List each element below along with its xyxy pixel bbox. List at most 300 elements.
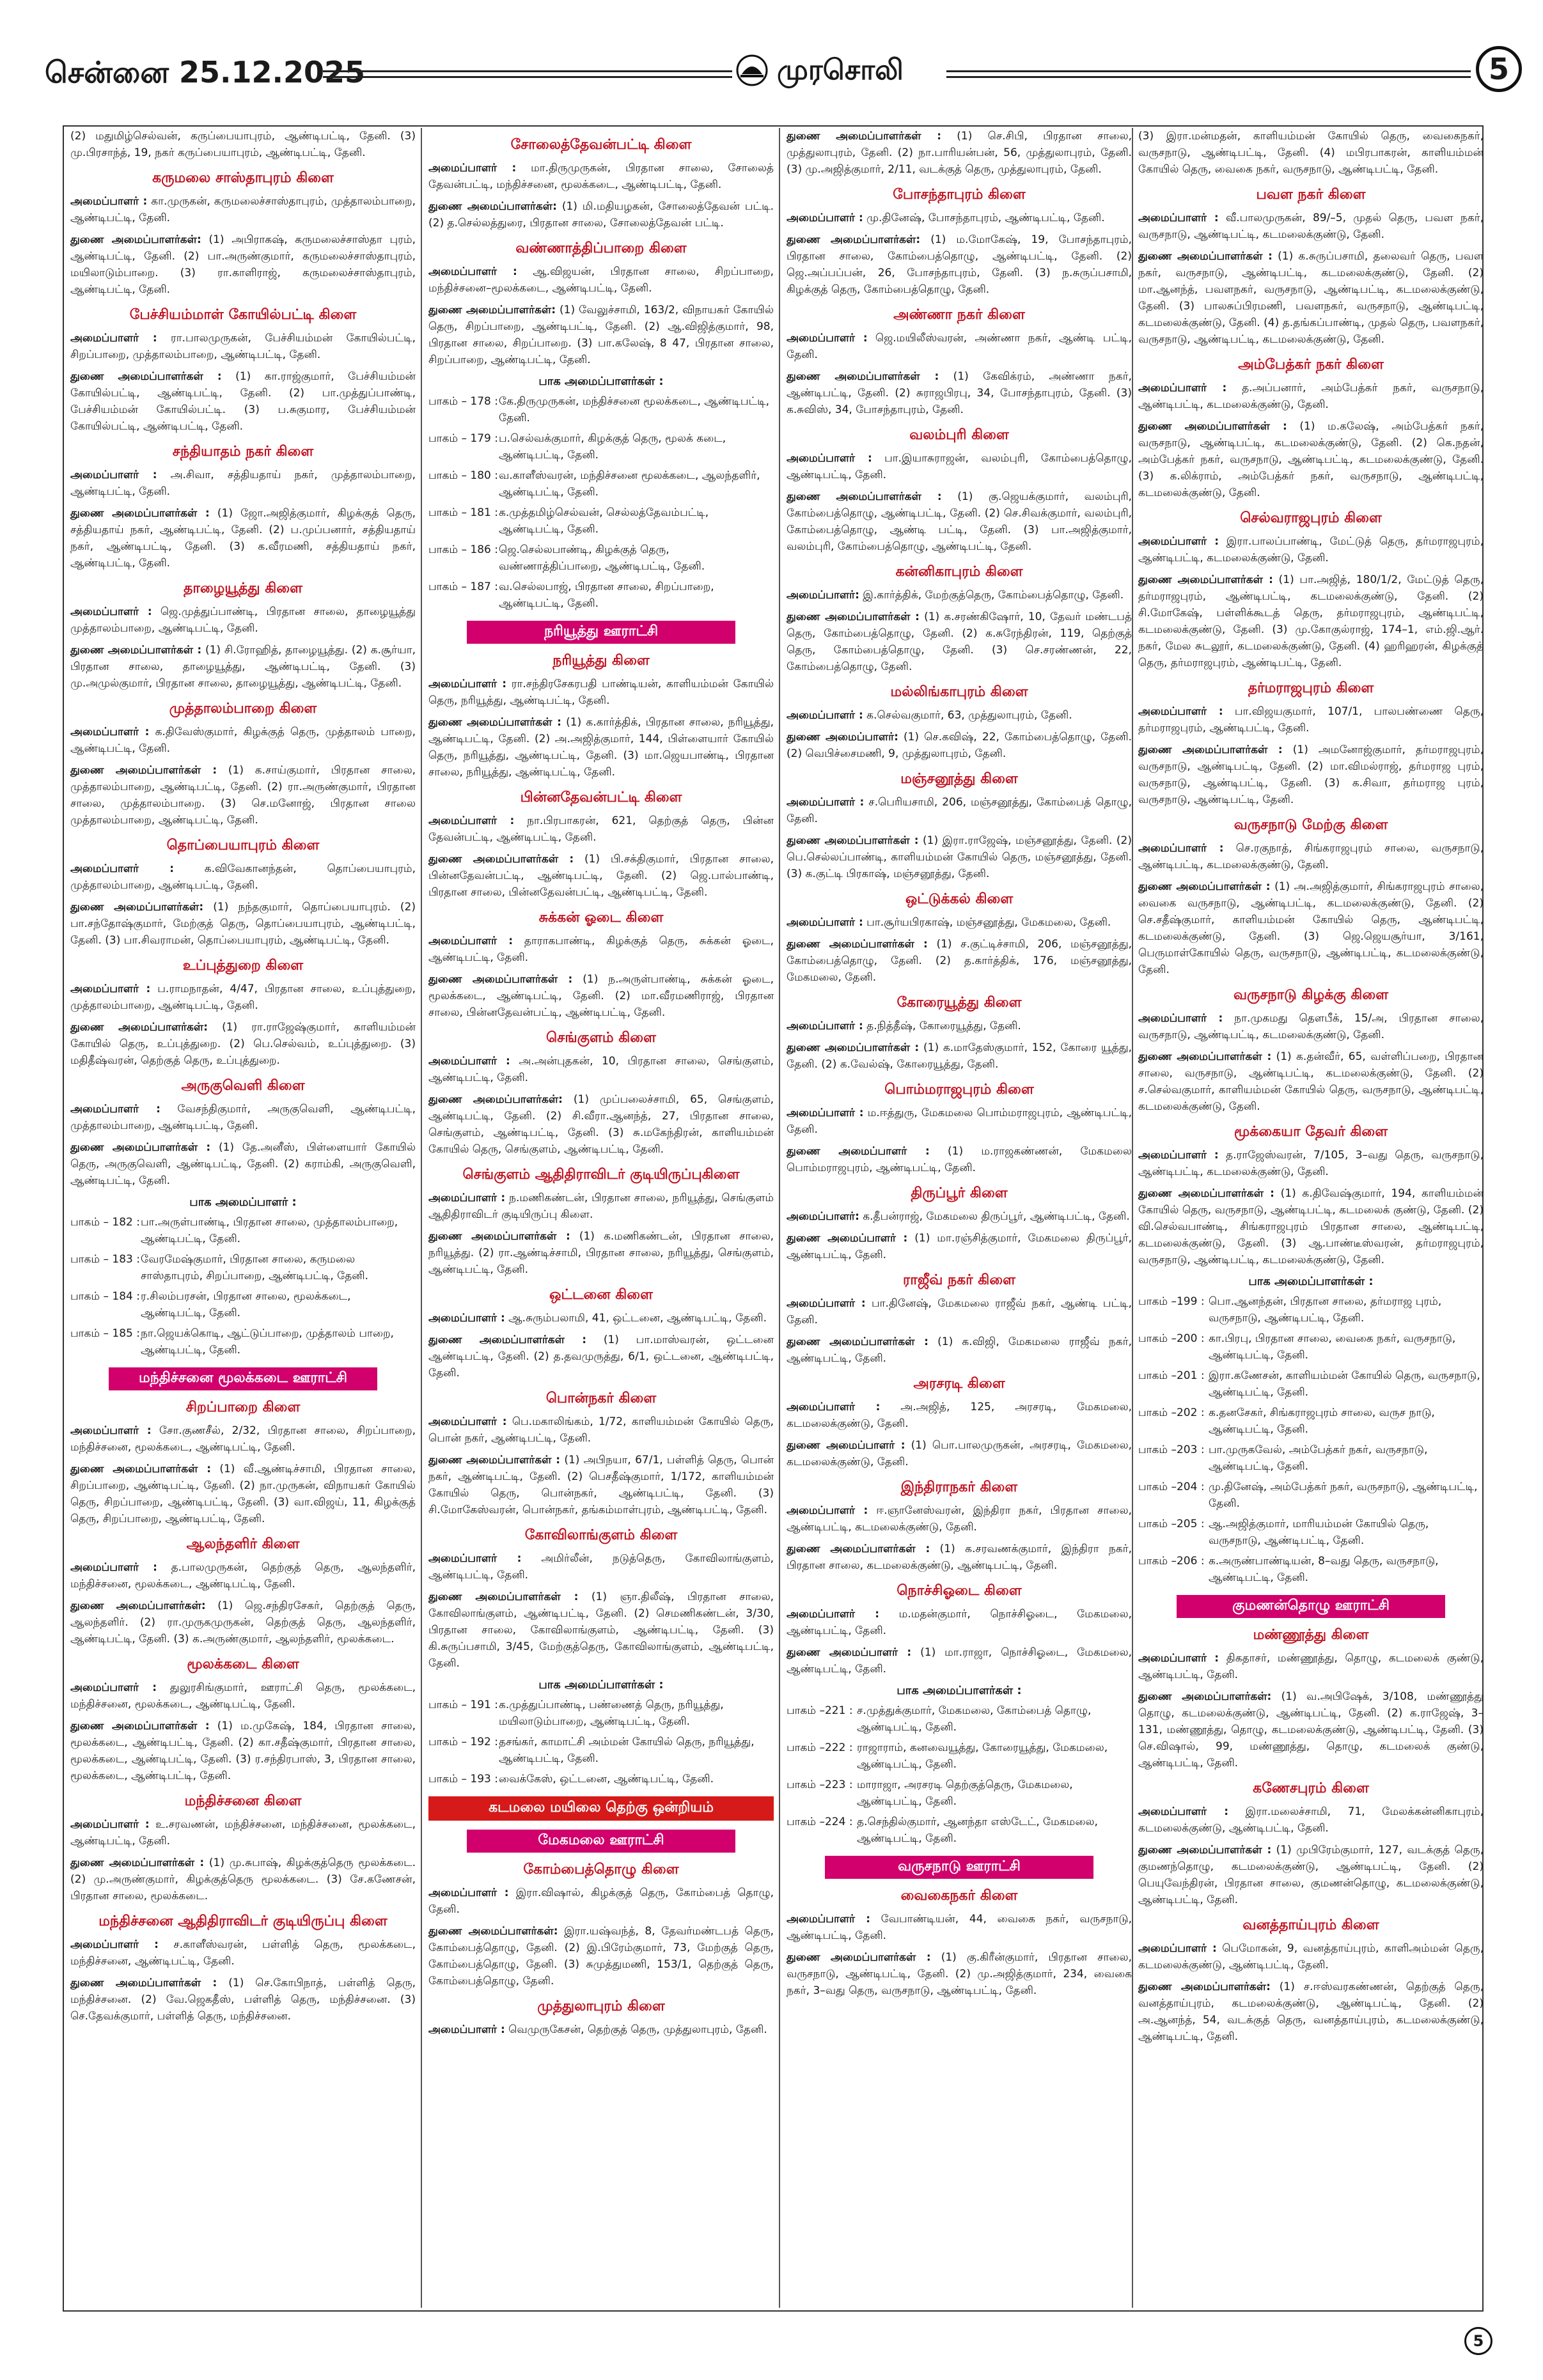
organiser-details: இரா.பாலப்பாண்டி, மேட்டுத் தெரு, தர்மராஜபுரம், ஆண்டிபட்டி, கடமலைக்குண்டு, தேனி. (1138, 535, 1484, 564)
booth-entry (428, 430, 774, 463)
organiser-paragraph (70, 1559, 416, 1592)
booth-number: பாகம் – 178 : (428, 395, 498, 408)
booth-organiser: நா.ஜெயக்கொடி, ஆட்டுப்பாறை, முத்தாலம் பாறை, ஆண்டிபட்டி, தேனி. (141, 1327, 394, 1357)
booth-number: பாகம் –202 : (1138, 1406, 1205, 1419)
organiser-details: பெமோகன், 9, வனத்தாய்புரம், காளிஅம்மன் தெரு, கடமலைக்குண்டு, ஆண்டிபட்டி, தேனி. (1138, 1942, 1484, 1972)
role-label: துணை அமைப்பாளர்கள் : (70, 1977, 217, 1989)
booth-entry (787, 1814, 1132, 1847)
booth-number: பாகம் –221 : (787, 1704, 853, 1717)
booth-entry (428, 1697, 774, 1730)
organiser-details: பா.இயாசுராஜன், வலம்புரி, கோம்பைத்தொழு, ஆண்டிபட்டி, தேனி. (787, 452, 1132, 481)
role-label: துணை அமைப்பாளர்கள் : (1138, 1050, 1272, 1063)
booth-number: பாகம் –206 : (1138, 1555, 1205, 1567)
organiser-paragraph (1138, 1940, 1484, 1973)
organiser-details: சோ.குணசீல், 2/32, பிரதான சாலை, சிறப்பாறை, மந்திச்சனை, மூலக்கடை, ஆண்டிபட்டி, தேனி. (70, 1424, 416, 1454)
panchayat-banner: குமணன்தொழு ஊராட்சி (1177, 1595, 1445, 1618)
organiser-paragraph (787, 729, 1132, 762)
booth-organiser: ச.முத்துக்குமார், மேகமலை, கோம்பைத் தொழு, ஆண்டிபட்டி, தேனி. (857, 1704, 1092, 1734)
organiser-paragraph (70, 642, 416, 692)
branch-heading: மண்ணூத்து கிளை (1253, 1627, 1369, 1643)
branch-heading: உப்புத்துறை கிளை (182, 958, 304, 974)
branch-heading: அருகுவெளி கிளை (181, 1078, 305, 1094)
organiser-details: ந.மணிகண்டன், பிரதான சாலை, நரியூத்து, செங்குளம் ஆதிதிராவிடர் குடியிருப்பு கிளை. (428, 1192, 774, 1221)
role-label: துணை அமைப்பாளர்கள் : (70, 1463, 212, 1475)
booth-entry (428, 467, 774, 501)
role-label: அமைப்பாளர் : (428, 1192, 506, 1204)
booth-entry (1138, 1442, 1484, 1475)
role-label: துணை அமைப்பாளர் : (787, 1232, 908, 1245)
organiser-paragraph (70, 1855, 416, 1904)
organiser-details: ஜெ.மயிலீஸ்வரன், அண்ணா நகர், ஆண்டி பட்டி, தேனி. (787, 332, 1132, 361)
role-label: துணை அமைப்பாளர்கள் : (70, 370, 222, 383)
booth-entry (70, 1288, 416, 1321)
branch-heading: தர்மராஜபுரம் கிளை (1248, 680, 1374, 696)
role-label: துணை அமைப்பாளர்கள் : (1138, 420, 1287, 433)
organiser-paragraph (787, 609, 1132, 675)
role-label: துணை அமைப்பாளர் : (787, 1145, 930, 1158)
organiser-paragraph (70, 128, 416, 161)
booth-organiser: க.தனசேகர், சிங்கராஜபுரம் சாலை, வருச நாடு, ஆண்டிபட்டி, தேனி. (1209, 1406, 1435, 1436)
role-label: துணை அமைப்பாளர்கள் : (428, 1230, 570, 1243)
organiser-paragraph (70, 1936, 416, 1970)
role-label: துணை அமைப்பாளர்கள் : (428, 1591, 579, 1603)
organiser-details: ம.மதன்குமார், நொச்சிஓடை, மேகமலை, ஆண்டிபட்டி, தேனி. (787, 1608, 1132, 1637)
role-label: துணை அமைப்பாளர்கள்: (1138, 1980, 1271, 1993)
organiser-paragraph (428, 1310, 774, 1326)
role-label: அமைப்பாளர் : (1138, 212, 1219, 224)
organiser-paragraph (787, 1644, 1132, 1677)
organiser-paragraph (70, 981, 416, 1014)
role-label: அமைப்பாளர் : (428, 935, 513, 947)
booth-number: பாகம் – 179 : (428, 432, 498, 445)
booth-number: பாகம் –204 : (1138, 1481, 1205, 1493)
organiser-details: (1) க.சரண்கிஷோர், 10, தேவர் மண்டபத் தெரு, கோம்பைத்தொழு, தேனி. (2) க.சுரேந்திரன், 119, தெற்குத் தெரு, கோம்பைத்தொழு, தேனி. (3) செ.சரண்ணன், 22, கோம்பைத்தொழு, தேனி. (787, 611, 1132, 673)
organiser-details: (1) வீ.ஆண்டிச்சாமி, பிரதான சாலை, சிறப்பாறை, ஆண்டிபட்டி, தேனி. (2) நா.முருகன், விநாயகர் கோயில் தெரு, சிறப்பாறை, ஆண்டிபட்டி, தேனி. (3) வா.விஜய், 11, கிழக்குத் தெரு, சிறப்பாறை, ஆண்டிபட்டி, தேனி. (70, 1463, 416, 1525)
organiser-details: (1) க.கார்த்திக், பிரதான சாலை, நரியூத்து, ஆண்டிபட்டி, தேனி. (2) அ.அஜித்குமார், 144, பிள்ளையார் கோயில் தெரு, நரியூத்து, ஆண்டிபட்டி, தேனி. (3) மா.ஜெயபாண்டி, பிரதான சாலை, நரியூத்து, ஆண்டிபட்டி, தேனி. (428, 716, 774, 779)
booth-organisers-heading: பாக அமைப்பாளர்கள் : (538, 375, 664, 388)
booth-number: பாகம் – 187 : (428, 580, 498, 593)
organiser-paragraph (787, 1039, 1132, 1073)
organiser-details: (1) க.விஜி, மேகமலை ராஜீவ் நகர், ஆண்டிபட்டி, தேனி. (787, 1335, 1132, 1365)
branch-heading: நொச்சிஓடை கிளை (897, 1583, 1022, 1599)
organiser-paragraph (428, 1053, 774, 1086)
role-label: அமைப்பாளர் : (787, 1504, 868, 1517)
organiser-paragraph (70, 1679, 416, 1713)
branch-heading: மஞ்சனூத்து கிளை (900, 771, 1018, 787)
booth-number: பாகம் –203 : (1138, 1443, 1205, 1456)
organiser-details: ரா.சந்திரசேகரபதி பாண்டியன், காளியம்மன் கோயில் தெரு, நரியூத்து, ஆண்டிபட்டி, தேனி. (428, 678, 774, 707)
organiser-paragraph (1138, 703, 1484, 736)
role-label: அமைப்பாளர் : (428, 1055, 510, 1068)
organiser-paragraph (1138, 1688, 1484, 1771)
role-label: அமைப்பாளர் : (428, 265, 517, 278)
role-label: அமைப்பாளர் : (428, 162, 517, 175)
organiser-details: இரா.விஷால், கிழக்குத் தெரு, கோம்பைத் தொழு, தேனி. (428, 1886, 774, 1916)
booth-entry (1138, 1367, 1484, 1401)
organiser-paragraph (70, 860, 416, 894)
organiser-details: திகதாசர், மண்ணூத்து, தொழு, கடமலைக் குண்டு, ஆண்டிபட்டி, தேனி. (1138, 1652, 1484, 1681)
role-label: அமைப்பாளர் : (787, 1297, 866, 1310)
organiser-details: (1) கேவிக்ரம், அண்ணா நகர், ஆண்டிபட்டி, தேனி. (2) சுராஜபிரபு, 34, போசந்தாபுரம், தேனி. (3) க.சுவிஸ், 34, போசந்தாபுரம், தேனி. (787, 370, 1132, 416)
booth-number: பாகம் – 182 : (70, 1216, 140, 1229)
booth-number: பாகம் – 185 : (70, 1327, 140, 1340)
organiser-paragraph (787, 1334, 1132, 1367)
panchayat-banner: நரியூத்து ஊராட்சி (467, 621, 735, 644)
organiser-paragraph (787, 1911, 1132, 1944)
organiser-paragraph (1138, 878, 1484, 978)
role-label: அமைப்பாளர் : (1138, 1805, 1229, 1818)
role-label: துணை அமைப்பாளர்கள் : (787, 1543, 930, 1555)
organiser-paragraph (787, 210, 1132, 226)
role-label: அமைப்பாளர் : (787, 1913, 871, 1925)
organiser-details: (1) அபிநயா, 67/1, பள்ளித் தெரு, பொன் நகர், ஆண்டிபட்டி, தேனி. (2) பெசதீஷ்குமார், 1/172, காளியம்மன் கோயில் தெரு, பொன்நகர், ஆண்டிபட்டி, தேனி. (3) சி.மோகேஸ்வரன், பொன்நகர், தங்கம்மாள்புரம், ஆண்டிபட்டி, தேனி. (428, 1454, 774, 1516)
role-label: துணை அமைப்பாளர்கள் : (787, 130, 942, 143)
organiser-paragraph (70, 1816, 416, 1849)
booth-entry (1138, 1479, 1484, 1512)
page-number-badge: 5 (1476, 46, 1522, 92)
organiser-paragraph (70, 1139, 416, 1189)
organiser-details: (1) மா.ரஞ்சித்குமார், மேகமலை திருப்பூர், ஆண்டிபட்டி, தேனி. (787, 1232, 1132, 1261)
organiser-details: (1) பொ.பாலமுருகன், அரசரடி, மேகமலை, கடமலைக்குண்டு, தேனி. (787, 1439, 1132, 1468)
role-label: அமைப்பாளர் : (428, 1552, 522, 1565)
branch-heading: பொம்மராஜபுரம் கிளை (884, 1082, 1034, 1098)
organiser-paragraph (428, 676, 774, 709)
organiser-details: (1) கு.கிரீன்குமார், பிரதான சாலை, வருசநாடு, ஆண்டிபட்டி, தேனி. (2) மு.அஜித்குமார், 234, வைகை நகர், 3–வது தெரு, வருசநாடு, ஆண்டிபட்டி, தேனி. (787, 1951, 1132, 1997)
organiser-details: (1) ம.மோகேஷ், 19, போசந்தாபுரம், பிரதான சாலை, கோம்பைத்தொழு, ஆண்டிபட்டி, தேனி. (2) ஜெ.அப்பப்பன், 26, போசந்தாபுரம், தேனி. (3) ந.சுருப்பசாமி, கிழக்குத் தெரு, கோம்பைத்தொழு, தேனி. (787, 233, 1132, 296)
booth-organiser: ஜெ.செல்லபாண்டி, கிழக்குத் தெரு, வண்ணாத்திப்பாறை, ஆண்டிபட்டி, தேனி. (499, 543, 705, 573)
organiser-details: (1) க.சுருப்பசாமி, தலைவர் தெரு, பவள நகர், வருசநாடு, ஆண்டிபட்டி, கடமலைக்குண்டு, தேனி. (2) மா.ஆனந்த், பவளநகர், வருசநாடு, ஆண்டிபட்டி, கடமலைக்குண்டு, தேனி. (3) பாலசுப்பிரமணி, பவளநகர், வருசநாடு, ஆண்டிபட்டி, கடமலைக்குண்டு, தேனி. (4) த.தங்கப்பாண்டி, முதல் தெரு, பவளநகர், வருசநாடு, ஆண்டிபட்டி, கடமலைக்குண்டு, தேனி. (1138, 250, 1484, 346)
organiser-paragraph (70, 1598, 416, 1647)
organiser-details: கா.முருகன், கருமலைச்சாஸ்தாபுரம், முத்தாலம்பாறை, ஆண்டிபட்டி, தேனி. (70, 195, 416, 224)
branch-heading: பேச்சியம்மாள் கோயில்பட்டி கிளை (129, 307, 357, 323)
organiser-paragraph (428, 1589, 774, 1672)
role-label: அமைப்பாளர் : (70, 1424, 152, 1437)
branch-heading: சோலைத்தேவன்பட்டி கிளை (510, 137, 692, 153)
role-label: அமைப்பாளர் : (1138, 382, 1227, 394)
booth-organiser: கா.பிரபு, பிரதான சாலை, வைகை நகர், வருசநாடு, ஆண்டிபட்டி, தேனி. (1209, 1332, 1456, 1362)
organiser-details: ச.பெரியசாமி, 206, மஞ்சனூத்து, கோம்பைத் தொழு, தேனி. (787, 796, 1132, 825)
organiser-details: வேசந்திகுமார், அருகுவெளி, ஆண்டிபட்டி, முத்தாலம்பாறை, ஆண்டிபட்டி, தேனி. (70, 1103, 416, 1132)
role-label: துணை அமைப்பாளர்கள் : (428, 853, 574, 866)
organiser-paragraph (787, 1018, 1132, 1034)
organiser-paragraph (428, 263, 774, 297)
organiser-details: (1) செ.கவிஷ், 22, கோம்பைத்தொழு, தேனி. (2) வெபிச்சைமணி, 9, முத்துலாபுரம், தேனி. (787, 731, 1132, 760)
organiser-details: வெமுருகேசன், தெற்குத் தெரு, முத்துலாபுரம், தேனி. (505, 2023, 767, 2036)
organiser-paragraph (787, 1208, 1132, 1225)
role-label: துணை அமைப்பாளர்கள் : (70, 1720, 210, 1732)
edition-date: சென்னை 25.12.2025 (45, 55, 366, 89)
organiser-paragraph (787, 128, 1132, 178)
organiser-details: (1) ச.குட்டிச்சாமி, 206, மஞ்சனூத்து, கோம்பைத்தொழு, தேனி. (2) த.கார்த்திக், 176, மஞ்சனூத்து, மேகமலை, தேனி. (787, 938, 1132, 984)
role-label: அமைப்பாளர் : (1138, 1012, 1223, 1025)
masthead (32, 42, 1511, 106)
role-label: அமைப்பாளர் : (787, 212, 863, 224)
role-label: அமைப்பாளர் : (428, 678, 507, 690)
organiser-details: (1) இரா.ராஜேஷ், மஞ்சனூத்து, தேனி. (2) பெ.செல்லப்பாண்டி, காளியம்மன் கோயில் தெரு, மஞ்சனூத்து, தேனி. (3) க.குட்டி பிரகாஷ், மஞ்சனூத்து, தேனி. (787, 834, 1132, 880)
booth-organiser: பா.முருகவேல், அம்பேத்கர் நகர், வருசநாடு, ஆண்டிபட்டி, தேனி. (1209, 1443, 1428, 1473)
organiser-paragraph (1138, 380, 1484, 413)
organiser-paragraph (787, 914, 1132, 931)
role-label: துணை அமைப்பாளர்கள் : (1138, 573, 1273, 586)
organiser-paragraph (428, 1452, 774, 1518)
organiser-details: (1) பா.அஜித், 180/1/2, மேட்டுத் தெரு, தர்மராஜபுரம், ஆண்டிபட்டி, கடமலைக்குண்டு, தேனி. (2) சி.மோகேஷ், பள்ளிக்கூடத் தெரு, தர்மராஜபுரம், ஆண்டிபட்டி, கடமலைக்குண்டு, தேனி. (3) மு.கோகுல்ராஜ், 174–1, எம்.ஜி.ஆர். நகர், மேல சுடலூர், கடமலைக்குண்டு, தேனி. (4) ஹரிஹரன், கிழக்குத் தெரு, தர்மராஜபுரம், ஆண்டிபட்டி, தேனி. (1138, 573, 1484, 669)
organiser-details: (3) இரா.மன்மதன், காளியம்மன் கோயில் தெரு, வைகைநகர், வருசநாடு, ஆண்டிபட்டி, தேனி. (4) மபிரபாகரன், காளியம்மன் கோயில் தெரு, வைகை நகர், வருசநாடு, ஆண்டிபட்டி, தேனி. (1138, 130, 1484, 176)
organiser-paragraph (428, 971, 774, 1021)
organiser-paragraph (70, 467, 416, 500)
role-label: அமைப்பாளர் : (70, 983, 151, 995)
organiser-details: மு.தினேஷ், போசந்தாபுரம், ஆண்டிபட்டி, தேனி. (863, 212, 1105, 224)
organiser-paragraph (787, 1606, 1132, 1639)
organiser-details: ம.ஈத்துரு, மேகமலை பொம்மராஜபுரம், ஆண்டிபட்டி, தேனி. (787, 1107, 1132, 1136)
organiser-details: (1) ச.ஈஸ்வரகண்ணன், தெற்குத் தெரு, வனத்தாய்புரம், கடமலைக்குண்டு, ஆண்டிபட்டி, தேனி. (2) அ.ஆனந்த், 54, வடக்குத் தெரு, வனத்தாய்புரம், கடமலைக்குண்டு, ஆண்டிபட்டி, தேனி. (1138, 1980, 1484, 2043)
organiser-details: தாராகபாண்டி, கிழக்குத் தெரு, சுக்கன் ஓடை, ஆண்டிபட்டி, தேனி. (428, 935, 774, 964)
booth-organiser: வைக்கேஸ், ஒட்டனை, ஆண்டிபட்டி, தேனி. (499, 1773, 714, 1785)
organiser-details: நா.முகமது தௌபீக், 15/அ, பிரதான சாலை, வருசநாடு, ஆண்டிபட்டி, கடமலைக்குண்டு, தேனி. (1138, 1012, 1484, 1041)
booth-number: பாகம் –224 : (787, 1816, 853, 1828)
booth-organiser: ஆ.அஜித்குமார், மாரியம்மன் கோயில் தெரு, வருசநாடு, ஆண்டிபட்டி, தேனி. (1209, 1518, 1429, 1547)
booth-entry (1138, 1293, 1484, 1326)
booth-number: பாகம் – 184 : (70, 1290, 140, 1303)
organiser-details: த.நித்தீஷ், கோரையூத்து, தேனி. (863, 1020, 1021, 1032)
organiser-details: உ.சரவணன், மந்திச்சனை, மந்திச்சனை, மூலக்கடை, ஆண்டிபட்டி, தேனி. (70, 1818, 416, 1847)
organiser-details: (1) மி.மதியழகன், சோலைத்தேவன் பட்டி. (2) த.செல்லத்துரை, பிரதான சாலை, சோலைத்தேவன் பட்டி. (428, 200, 774, 229)
organiser-paragraph (1138, 840, 1484, 873)
organiser-paragraph (787, 450, 1132, 483)
booth-organisers-heading: பாக அமைப்பாளர்கள் : (1248, 1275, 1374, 1288)
role-label: துணை அமைப்பாளர்கள்: (70, 1021, 208, 1034)
role-label: துணை அமைப்பாளர்கள்: (428, 200, 557, 213)
organiser-paragraph (70, 368, 416, 435)
organiser-paragraph (428, 2021, 774, 2038)
organiser-paragraph (787, 587, 1132, 603)
branch-heading: ஆலந்தளிர் கிளை (186, 1536, 300, 1552)
organiser-paragraph (428, 1885, 774, 1918)
organiser-details: (1) வேலுச்சாமி, 163/2, விநாயகர் கோயில் தெரு, சிறப்பாறை, ஆண்டிபட்டி, தேனி. (2) ஆ.விஜித்குமார், 98, பிரதான சாலை, சிறப்பாறை. (3) பா.கலேஷ், 8 47, பிரதான சாலை, சிறப்பாறை, ஆண்டிபட்டி, தேனி. (428, 304, 774, 366)
organiser-details: இரா.யஷ்வந்த், 8, தேவர்மண்டபத் தெரு, கோம்பைத்தொழு, தேனி. (2) இ.பிரேம்குமார், 73, மேற்குத் தெரு, கோம்பைத்தொழு, தேனி. (3) சுமுத்துமணி, 153/1, தெற்குத் தெரு, கோம்பைத்தொழு, தேனி. (428, 1925, 774, 1987)
organiser-details: (1) கு.ஜெயக்குமார், வலம்புரி, கோம்பைத்தொழு, ஆண்டிபட்டி, தேனி. (2) செ.சிவக்குமார், வலம்புரி, கோம்பைத்தொழு, ஆண்டி பட்டி, தேனி. (3) பா.அஜித்குமார், வலம்புரி, கோம்பைத்தொழு, ஆண்டிபட்டி, தேனி. (787, 490, 1132, 553)
masthead-rule-right (946, 70, 1471, 78)
branch-heading: நரியூத்து கிளை (552, 653, 650, 669)
booth-organiser: க.முத்தமிழ்செல்வன், செல்லத்தேவம்பட்டி, ஆண்டிபட்டி, தேனி. (499, 506, 709, 536)
organiser-paragraph (1138, 1842, 1484, 1908)
role-label: அமைப்பாளர் : (428, 1415, 507, 1428)
organiser-details: பெ.மகாலிங்கம், 1/72, காளியம்மன் கோயில் தெரு, பொன் நகர், ஆண்டிபட்டி, தேனி. (428, 1415, 774, 1445)
organiser-paragraph (70, 1975, 416, 2025)
organiser-paragraph (1138, 1803, 1484, 1837)
role-label: துணை அமைப்பாளர்கள் : (1138, 880, 1271, 893)
booth-organiser: ர.சிலம்பரசன், பிரதான சாலை, மூலக்கடை, ஆண்டிபட்டி, தேனி. (141, 1290, 351, 1319)
role-label: துணை அமைப்பாளர்கள்: (70, 1599, 206, 1612)
organiser-details: அ.சிவா, சத்தியதாய் நகர், முத்தாலம்பாறை, ஆண்டிபட்டி, தேனி. (70, 469, 416, 498)
organiser-details: வேபாண்டியன், 44, வைகை நகர், வருசநாடு, ஆண்டிபட்டி, தேனி. (787, 1913, 1132, 1942)
organiser-details: பா.தினேஷ், மேகமலை ராஜீவ் நகர், ஆண்டி பட்டி, தேனி. (787, 1297, 1132, 1326)
branch-heading: பொன்நகர் கிளை (545, 1390, 657, 1406)
branch-heading: செங்குளம் கிளை (546, 1030, 656, 1046)
organiser-details: செ.ரகுநாத், சிங்கராஜபுரம் சாலை, வருசநாடு, ஆண்டிபட்டி, கடமலைக்குண்டு, தேனி. (1138, 842, 1484, 871)
organiser-paragraph (70, 193, 416, 226)
organiser-details: (2) மதுமிழ்செல்வன், கருப்பையாபுரம், ஆண்டிபட்டி, தேனி. (3) மு.பிரசாந்த், 19, நகர் கருப்பையாபுரம், ஆண்டிபட்டி, தேனி. (70, 130, 416, 159)
organiser-details: பா.விஜயகுமார், 107/1, பாலபண்ணை தெரு, தர்மராஜபுரம், ஆண்டிபட்டி, தேனி. (1138, 705, 1484, 735)
organiser-details: வீ.பாலமுருகன், 89/–5, முதல் தெரு, பவள நகர், வருசநாடு, ஆண்டிபட்டி, கடமலைக்குண்டு, தேனி. (1138, 212, 1484, 241)
footer-page-number: 5 (1464, 2327, 1492, 2355)
organiser-details: இரா.மலைச்சாமி, 71, மேலக்கன்னிகாபுரம், கடமலைக்குண்டு, ஆண்டிபட்டி, தேனி. (1138, 1805, 1484, 1835)
organiser-paragraph (787, 1949, 1132, 1999)
booth-organiser: தசங்கர், காமாட்சி அம்மன் கோயில் தெரு, நரியூத்து, ஆண்டிபட்டி, தேனி. (499, 1736, 755, 1765)
column-2 (428, 128, 774, 2308)
organiser-paragraph (787, 707, 1132, 724)
column-4 (1138, 128, 1484, 2308)
booth-number: பாகம் –222 : (787, 1741, 853, 1754)
booth-entry (1138, 1330, 1484, 1364)
organiser-details: ரா.பாலமுருகன், பேச்சியம்மன் கோயில்பட்டி, சிறப்பாறை, முத்தாலம்பாறை, ஆண்டிபட்டி, தேனி. (70, 332, 416, 361)
role-label: துணை அமைப்பாளர்கள் : (1138, 1187, 1274, 1200)
role-label: அமைப்பாளர் : (70, 1818, 150, 1831)
role-label: அமைப்பாளர் : (428, 1312, 505, 1325)
organiser-paragraph (428, 813, 774, 846)
masthead-rule-left (323, 70, 732, 78)
organiser-details: (1) வ.அபிஷேக், 3/108, மண்ணூத்து தொழு, கடமலைக்குண்டு, ஆண்டிபட்டி, தேனி. (2) க.ராஜேஷ், 3–131, மண்ணூத்து, தொழு, கடமலைக்குண்டு, ஆண்டிபட்டி, தேனி. (3) செ.விஷால், 99, மண்ணூத்து, தொழு, கடமலைக் குண்டு, ஆண்டிபட்டி, தேனி. (1138, 1690, 1484, 1769)
branch-heading: கோவிலாங்குளம் கிளை (524, 1527, 678, 1543)
organiser-paragraph (1138, 128, 1484, 178)
booth-organisers-heading: பாக அமைப்பாளர் : (189, 1195, 297, 1209)
booth-organisers-heading: பாக அமைப்பாளர்கள் : (538, 1678, 664, 1692)
booth-number: பாகம் –223 : (787, 1778, 853, 1791)
role-label: அமைப்பாளர் : (428, 814, 515, 827)
branch-heading: கோரையூத்து கிளை (897, 995, 1022, 1011)
role-label: துணை அமைப்பாளர்கள் : (787, 834, 919, 847)
booth-entry (787, 1739, 1132, 1773)
organiser-details: (1) தே.அனீஸ், பிள்ளையார் கோயில் தெரு, அருகுவெளி, ஆண்டிபட்டி, தேனி. (2) கராம்கி, அருகுவெளி, ஆண்டிபட்டி, தேனி. (70, 1141, 416, 1187)
booth-organiser: த.செந்தில்குமார், ஆனந்தா எஸ்டேட், மேகமலை, ஆண்டிபட்டி, தேனி. (857, 1816, 1098, 1845)
booth-organiser: இரா.கணேசன், காளியம்மன் கோயில் தெரு, வருசநாடு, ஆண்டிபட்டி, தேனி. (1209, 1369, 1480, 1399)
branch-heading: செங்குளம் ஆதிதிராவிடர் குடியிருப்புகிளை (462, 1167, 740, 1183)
role-label: அமைப்பாளர் : (787, 796, 865, 809)
organiser-paragraph (787, 231, 1132, 298)
booth-number: பாகம் – 180 : (428, 469, 498, 482)
organiser-paragraph (70, 505, 416, 572)
branch-heading: செல்வராஜபுரம் கிளை (1240, 510, 1382, 526)
booth-number: பாகம் –205 : (1138, 1518, 1205, 1530)
role-label: துணை அமைப்பாளர்கள் : (787, 1335, 928, 1348)
role-label: அமைப்பாளர் : (70, 332, 157, 345)
organiser-details: (1) முபிரேம்குமார், 127, வடக்குத் தெரு, குமணந்தொழு, கடமலைக்குண்டு, ஆண்டிபட்டி, தேனி. (2) பெயுவேந்திரன், பிரதான சாலை, குமணன்தொழு, கடமலைக்குண்டு, ஆண்டிபட்டி, தேனி. (1138, 1844, 1484, 1906)
organiser-details: (1) ரா.ராஜேஷ்குமார், காளியம்மன் கோயில் தெரு, உப்புத்துறை. (2) பெ.செல்வம், உப்புத்துறை. (3) மதிதீஷ்வரன், தெற்குத் தெரு, உப்புத்துறை. (70, 1021, 416, 1067)
branch-heading: ஒட்டுக்கல் கிளை (905, 891, 1014, 907)
role-label: துணை அமைப்பாளர்கள் : (787, 1041, 920, 1054)
booth-organiser: பொ.ஆனந்தன், பிரதான சாலை, தர்மராஜ புரம், வருசநாடு, ஆண்டிபட்டி, தேனி. (1209, 1295, 1442, 1325)
branch-heading: வருசநாடு மேற்கு கிளை (1234, 817, 1388, 833)
organiser-paragraph (1138, 1979, 1484, 2045)
organiser-details: நா.பிரபாகரன், 621, தெற்குத் தெரு, பின்ன தேவன்பட்டி, ஆண்டிபட்டி, தேனி. (428, 814, 774, 844)
organiser-details: (1) செ.சிபி, பிரதான சாலை, முத்துலாபுரம், தேனி. (2) நா.பாரியன்பன், 56, முத்துலாபுரம், தேனி. (3) மு.அஜித்குமார், 2/11, வடக்குத் தெரு, முத்துலாபுரம், தேனி. (787, 130, 1132, 176)
branch-heading: கணேசபுரம் கிளை (1253, 1780, 1369, 1796)
role-label: அமைப்பாளர் : (787, 709, 863, 722)
booth-entry (70, 1325, 416, 1358)
organiser-details: ஆ.விஜயன், பிரதான சாலை, சிறப்பாறை, மந்திச்சனை–மூலக்கடை, ஆண்டிபட்டி, தேனி. (428, 265, 774, 295)
organiser-details: (1) நந்தகுமார், தொப்பையாபுரம். (2) பா.சந்தோஷ்குமார், மேற்குத் தெரு, தொப்பையாபுரம், ஆண்டிபட்டி, தேனி. (3) பா.சிவராமன், தொப்பையாபுரம், ஆண்டிபட்டி, தேனி. (70, 901, 416, 947)
organiser-details: (1) மு.சுபாஷ், கிழக்குத்தெரு மூலக்கடை. (2) மு.அருண்குமார், கிழக்குத்தெரு மூலக்கடை. (3) சே.கணேசன், பிரதான சாலை, மூலக்கடை. (70, 1856, 416, 1902)
panchayat-banner: மந்திச்சனை மூலக்கடை ஊராட்சி (109, 1367, 377, 1390)
organiser-paragraph (70, 1422, 416, 1456)
organiser-details: (1) கா.ராஜ்குமார், பேச்சியம்மன் கோயில்பட்டி, ஆண்டிபட்டி, தேனி. (2) பா.முத்துப்பாண்டி, பேச்சியம்மன் கோயில்பட்டி. (3) ப.சுகுமார, பேச்சியம்மன் கோயில்பட்டி, ஆண்டிபட்டி, தேனி. (70, 370, 416, 433)
branch-heading: முத்தாலம்பாறை கிளை (169, 701, 317, 717)
organiser-paragraph (1138, 1010, 1484, 1043)
union-banner: கடமலை மயிலை தெற்கு ஒன்றியம் (428, 1796, 774, 1821)
booth-entry (70, 1214, 416, 1247)
organiser-details: (1) ஜோ.அஜித்குமார், கிழக்குத் தெரு, சத்தியதாய் நகர், ஆண்டிபட்டி, தேனி. (2) ப.முப்பனார், சத்தியதாய் நகர், ஆண்டிபட்டி, தேனி. (3) க.வீரமணி, சத்தியதாய் நகர், ஆண்டிபட்டி, தேனி. (70, 507, 416, 570)
role-label: துணை அமைப்பாளர்கள்: (70, 233, 201, 246)
booth-number: பாகம் – 183 : (70, 1253, 140, 1266)
branch-heading: தொப்பையாபுரம் கிளை (166, 837, 320, 853)
organiser-details: க.செல்வகுமார், 63, முத்துலாபுரம், தேனி. (863, 709, 1072, 722)
newspaper-name: முரசொலி (777, 54, 904, 86)
organiser-paragraph (70, 1718, 416, 1784)
branch-heading: வண்ணாத்திப்பாறை கிளை (515, 240, 687, 256)
branch-heading: கருமலை சாஸ்தாபுரம் கிளை (152, 170, 334, 186)
booth-organiser: வேரமேஷ்குமார், பிரதான சாலை, கருமலை சாஸ்தாபுரம், சிறப்பாறை, ஆண்டிபட்டி, தேனி. (141, 1253, 369, 1282)
organiser-details: (1) க.சாய்குமார், பிரதான சாலை, முத்தாலம்பாறை, ஆண்டிபட்டி, தேனி. (2) ரா.அருண்குமார், பிரதான சாலை, முத்தாலம்பாறை. (3) செ.மனோஜ், பிரதான சாலை முத்தாலம்பாறை, ஆண்டிபட்டி, தேனி. (70, 764, 416, 827)
organiser-details: ஈ.ஞானேஸ்வரன், இந்திரா நகர், பிரதான சாலை, ஆண்டிபட்டி, கடமலைக்குண்டு, தேனி. (787, 1504, 1132, 1534)
organiser-paragraph (787, 1230, 1132, 1263)
role-label: அமைப்பாளர்: (787, 1210, 859, 1223)
organiser-paragraph (787, 330, 1132, 363)
organiser-paragraph (428, 302, 774, 368)
panchayat-banner: மேகமலை ஊராட்சி (467, 1830, 735, 1853)
organiser-paragraph (1138, 210, 1484, 243)
organiser-details: த.பாலமுருகன், தெற்குத் தெரு, ஆலந்தளிர், மந்திச்சனை, மூலக்கடை, ஆண்டிபட்டி, தேனி. (70, 1561, 416, 1591)
organiser-paragraph (428, 1550, 774, 1583)
role-label: அமைப்பாளர் : (787, 452, 872, 465)
role-label: அமைப்பாளர் : (787, 1107, 864, 1119)
organiser-details: (1) க.மாதேஸ்குமார், 152, கோரை யூத்து, தேனி. (2) க.வேல்ஷ், கோரையூத்து, தேனி. (787, 1041, 1132, 1071)
role-label: துணை அமைப்பாளர்கள் : (1138, 743, 1283, 756)
organiser-details: அமிர்லீன், நடுத்தெரு, கோவிலாங்குளம், ஆண்டிபட்டி, தேனி. (428, 1552, 774, 1582)
article-columns (70, 128, 1484, 2308)
booth-number: பாகம் – 193 : (428, 1773, 498, 1785)
organiser-details: ப.ராமநாதன், 4/47, பிரதான சாலை, உப்புத்துறை, முத்தாலம்பாறை, ஆண்டிபட்டி, தேனி. (70, 983, 416, 1012)
booth-organiser: கே.திருமுருகன், மந்திச்சனை மூலக்கடை, ஆண்டிபட்டி, தேனி. (499, 395, 770, 424)
booth-number: பாகம் –199 : (1138, 1295, 1205, 1308)
organiser-paragraph (1138, 1048, 1484, 1115)
branch-heading: வனத்தாய்புரம் கிளை (1242, 1917, 1379, 1933)
branch-heading: சந்தியாதம் நகர் கிளை (172, 444, 314, 460)
organiser-paragraph (787, 1437, 1132, 1470)
branch-heading: ஒட்டனை கிளை (549, 1287, 653, 1303)
branch-heading: மந்திச்சனை கிளை (184, 1793, 302, 1809)
organiser-paragraph (787, 1295, 1132, 1328)
role-label: துணை அமைப்பாளர்கள் : (428, 716, 561, 729)
panchayat-banner: வருசநாடு ஊராட்சி (825, 1856, 1093, 1879)
role-label: துணை அமைப்பாளர்கள் : (70, 764, 217, 777)
role-label: துணை அமைப்பாளர்கள் : (70, 644, 202, 657)
branch-heading: சிறப்பாறை கிளை (185, 1399, 301, 1415)
role-label: துணை அமைப்பாளர்கள் : (787, 370, 939, 383)
role-label: அமைப்பாளர் : (70, 605, 152, 618)
column-1 (70, 128, 416, 2308)
organiser-paragraph (428, 1413, 774, 1447)
organiser-paragraph (1138, 418, 1484, 501)
branch-heading: அண்ணா நகர் கிளை (893, 307, 1025, 323)
branch-heading: போசந்தாபுரம் கிளை (893, 187, 1026, 203)
organiser-paragraph (1138, 248, 1484, 348)
organiser-paragraph (70, 899, 416, 949)
organiser-details: மா.திருமுருகன், பிரதான சாலை, சோலைத் தேவன்பட்டி, மந்திச்சனை, மூலக்கடை, ஆண்டிபட்டி, தேனி. (428, 162, 774, 191)
organiser-details: பா.சூர்யபிரகாஷ், மஞ்சனூத்து, மேகமலை, தேனி. (863, 916, 1111, 929)
role-label: துணை அமைப்பாளர்: (787, 731, 898, 743)
organiser-details: த.ராஜேஸ்வரன், 7/105, 3–வது தெரு, வருசநாடு, ஆண்டிபட்டி, கடமலைக்குண்டு, தேனி. (1138, 1149, 1484, 1178)
booth-entry (428, 504, 774, 538)
booth-entry (1138, 1553, 1484, 1586)
